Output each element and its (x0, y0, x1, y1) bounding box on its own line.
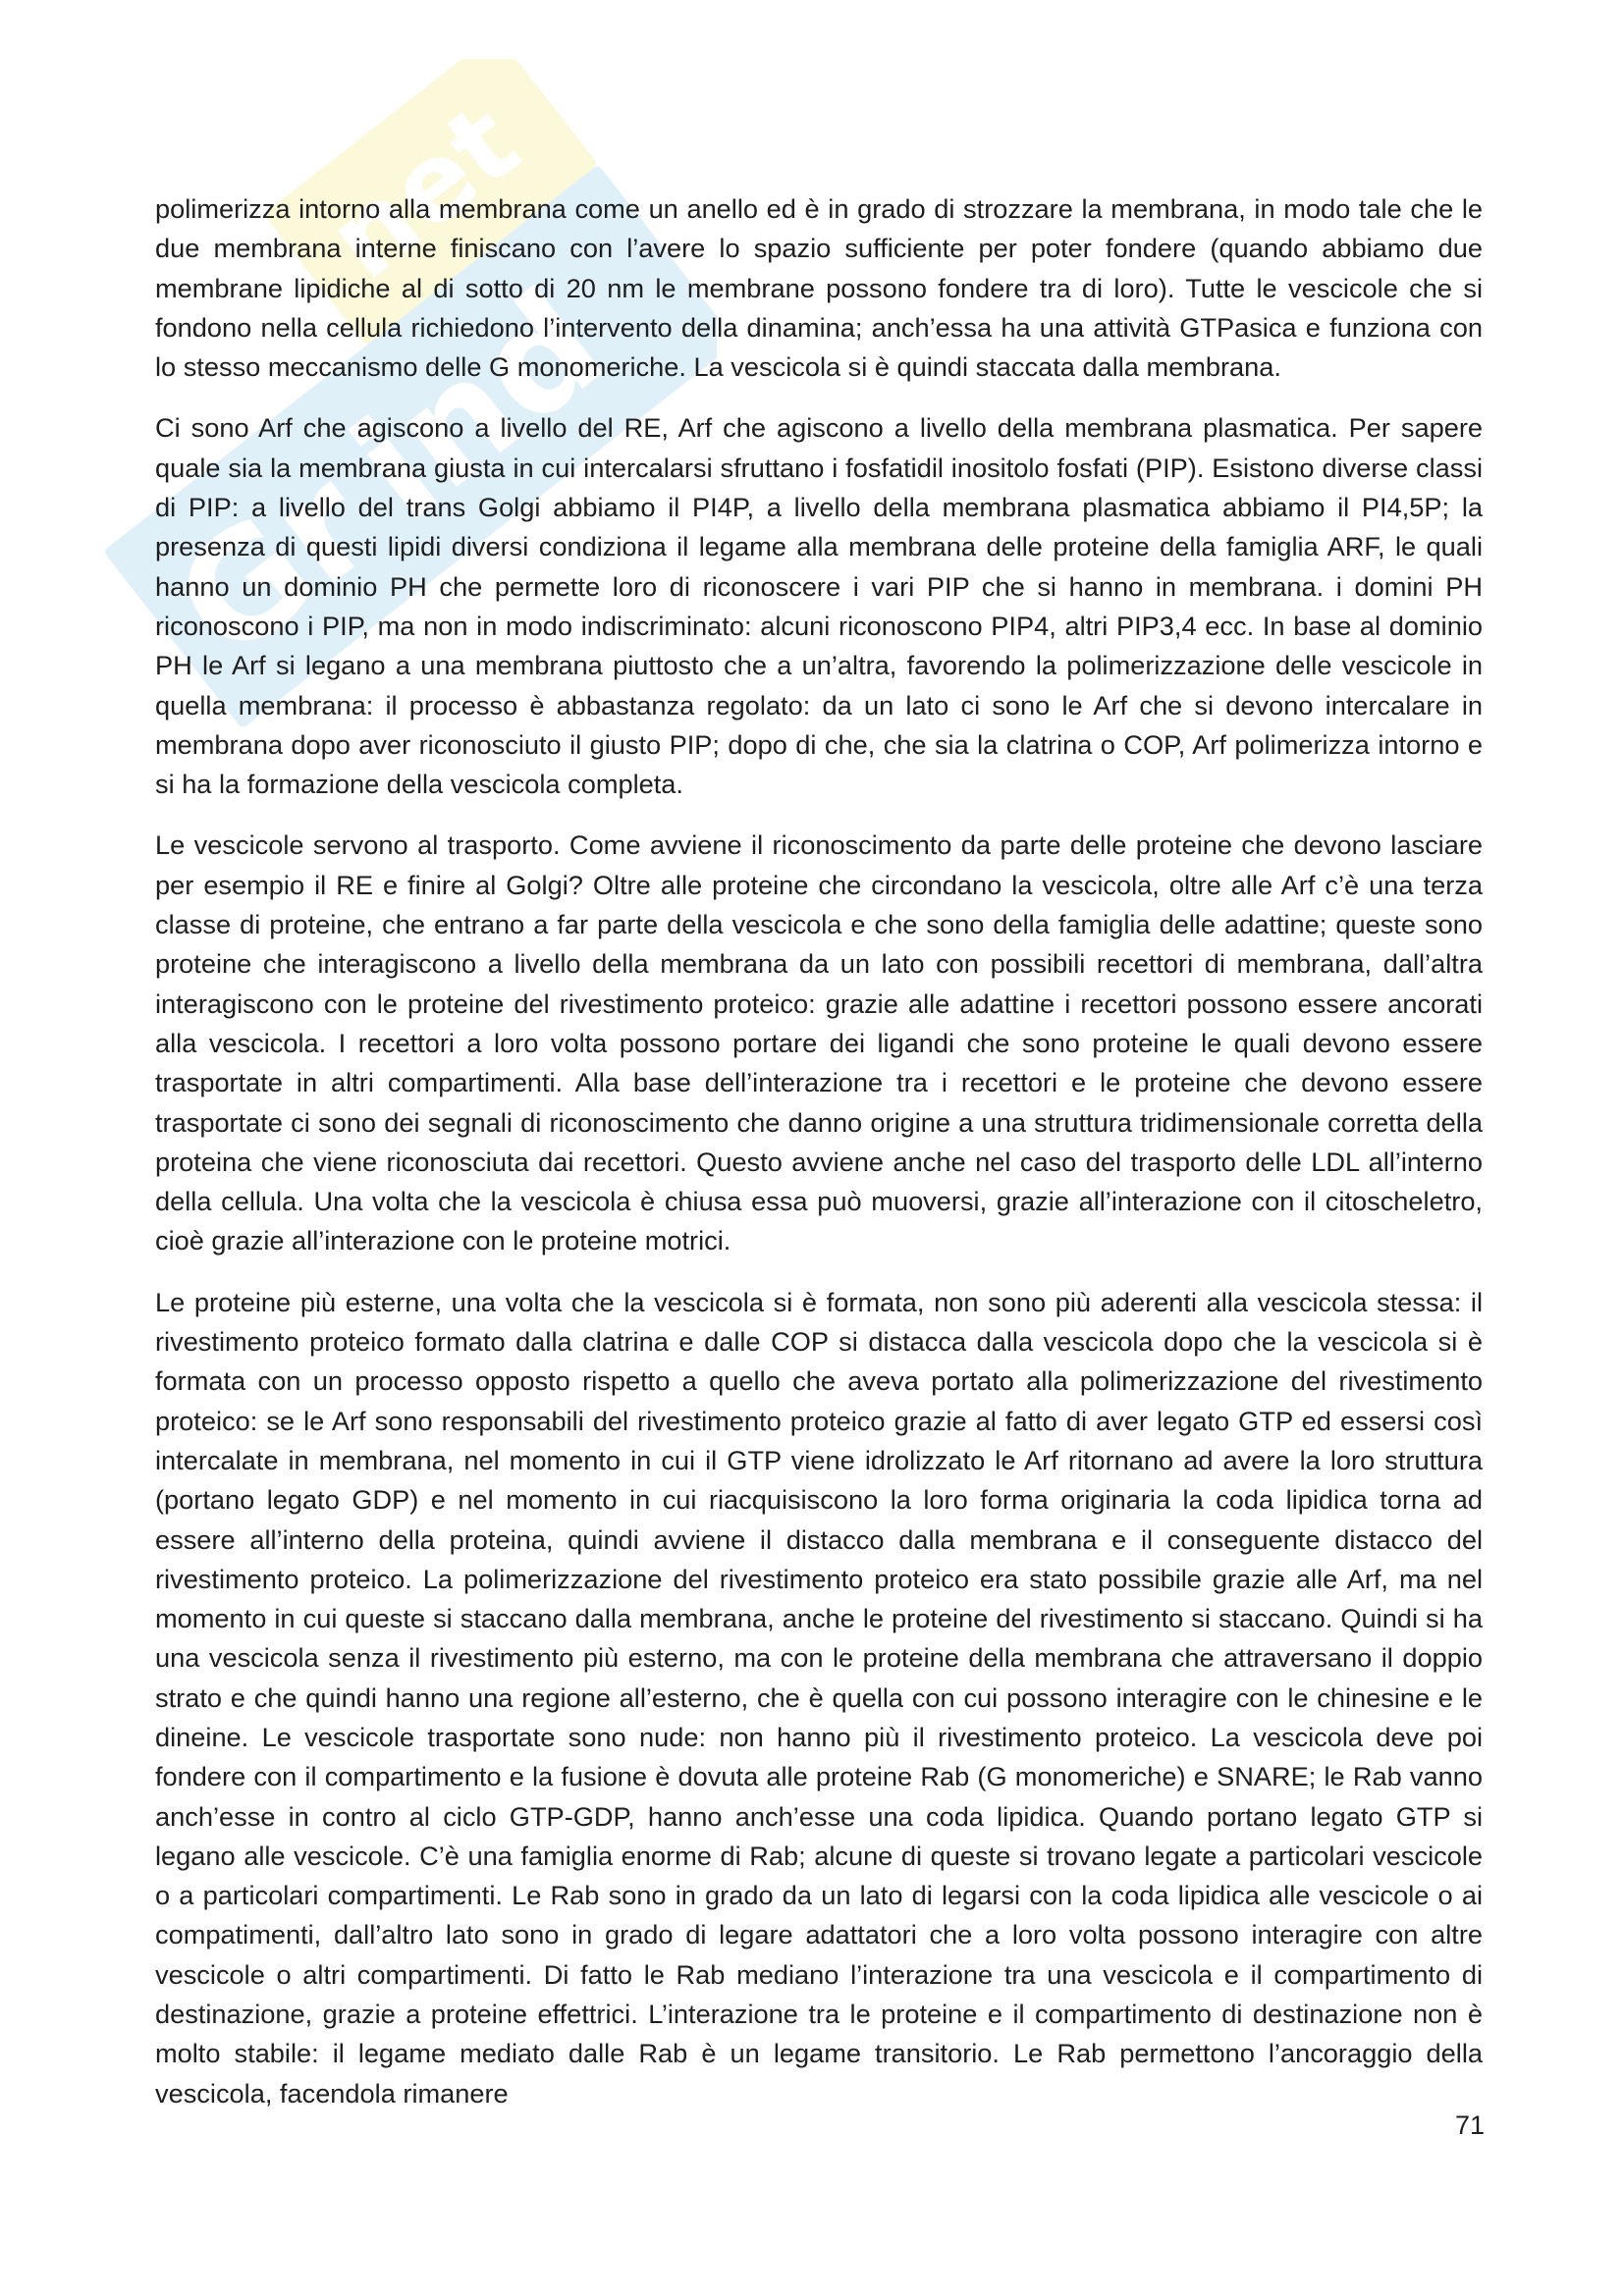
paragraph: Le proteine più esterne, una volta che la vescicola si è formata, non sono più aderenti alla vescicola stessa: il rivestimento proteico formato dalla clatrina e dalle COP si distacca dalla vescicola dopo che la vescicola si è formata con un processo opposto rispetto a quello che aveva portato alla polimerizzazione del rivestimento proteico: se le Arf sono responsabili del rivestimento proteico grazie al fatto di aver legato GTP ed essersi così intercalate in membrana, nel momento in cui il GTP viene idrolizzato le Arf ritornano ad avere la loro struttura (portano legato GDP) e nel momento in cui riacquisiscono la loro forma originaria la coda lipidica torna ad essere all’interno della proteina, quindi avviene il distacco dalla membrana e il conseguente distacco del rivestimento proteico. La polimerizzazione del rivestimento proteico era stato possibile grazie alle Arf, ma nel momento in cui queste si staccano dalla membrana, anche le proteine del rivestimento si staccano. Quindi si ha una vescicola senza il rivestimento più esterno, ma con le proteine della membrana che attraversano il doppio strato e che quindi hanno una regione all’esterno, che è quella con cui possono interagire con le chinesine e le dineine. Le vescicole trasportate sono nude: non hanno più il rivestimento proteico. La vescicola deve poi fondere con il compartimento e la fusione è dovuta alle proteine Rab (G monomeriche) e SNARE; le Rab vanno anch’esse in contro al ciclo GTP-GDP, hanno anch’esse una coda lipidica. Quando portano legato GTP si legano alle vescicole. C’è una famiglia enorme di Rab; alcune di queste si trovano legate a particolari vescicole o a particolari compartimenti. Le Rab sono in grado da un lato di legarsi con la coda lipidica alle vescicole o ai compatimenti, dall’altro lato sono in grado di legare adattatori che a loro volta possono interagire con altre vescicole o altri compartimenti. Di fatto le Rab mediano l’interazione tra una vescicola e il compartimento di destinazione, grazie a proteine effettrici. L’interazione tra le proteine e il compartimento di destinazione non è molto stabile: il legame mediato dalle Rab è un legame transitorio. Le Rab permettono l’ancoraggio della vescicola, facendola rimanere (155, 1286, 1483, 2109)
svg-text:Gr: Gr (145, 438, 404, 693)
svg-text:net: net (304, 80, 542, 303)
paragraph: Le vescicole servono al trasporto. Come avviene il riconoscimento da parte delle proteine che devono lasciare per esempio il RE e finire al Golgi? Oltre alle proteine che circondano la vescicola, oltre alle Arf c’è una terza classe di proteine, che entrano a far parte della vescicola e che sono della famiglia delle adattine; queste sono proteine che interagiscono a livello della membrana da un lato con possibili recettori di membrana, dall’altra interagiscono con le proteine del rivestimento proteico: grazie alle adattine i recettori possono essere ancorati alla vescicola. I recettori a loro volta possono portare dei ligandi che sono proteine le quali devono essere trasportate in altri compartimenti. Alla base dell’interazione tra i recettori e le proteine che devono essere trasportate ci sono dei segnali di riconoscimento che danno origine a una struttura tridimensionale corretta della proteina che viene riconosciuta dai recettori. Questo avviene anche nel caso del trasporto delle LDL all’interno della cellula. Una volta che la vescicola è chiusa essa può muoversi, grazie all’interazione con il citoscheletro, cioè grazie all’interazione con le proteine motrici. (155, 829, 1483, 1256)
paragraph: Ci sono Arf che agiscono a livello del RE, Arf che agiscono a livello della membrana plasmatica. Per sapere quale sia la membrana giusta in cui intercalarsi sfruttano i fosfatidil inositolo fosfati (PIP). Esistono diverse classi di PIP: a livello del trans Golgi abbiamo il PI4P, a livello della membrana plasmatica abbiamo il PI4,5P; la presenza di questi lipidi diversi condiziona il legame alla membrana delle proteine della famiglia ARF, le quali hanno un dominio PH che permette loro di riconoscere i vari PIP che si hanno in membrana. i domini PH riconoscono i PIP, ma non in modo indiscriminato: alcuni riconoscono PIP4, altri PIP3,4 ecc. In base al dominio PH le Arf si legano a una membrana piuttosto che a un’altra, favorendo la polimerizzazione delle vescicole in quella membrana: il processo è abbastanza regolato: da un lato ci sono le Arf che si devono intercalare in membrana dopo aver riconosciuto il giusto PIP; dopo di che, che sia la clatrina o COP, Arf polimerizza intorno e si ha la formazione della vescicola completa. (155, 412, 1483, 800)
page-number: 71 (1454, 2110, 1485, 2140)
page-body (155, 189, 1483, 2135)
svg-text:ind: ind (323, 258, 634, 554)
paragraph: polimerizza intorno alla membrana come un anello ed è in grado di strozzare la membrana, in modo tale che le due membrana interne finiscano con l’avere lo spazio sufficiente per poter fondere (quando abbiamo due membrane lipidiche al di sotto di 20 nm le membrane possono fondere tra di loro). Tutte le vescicole che si fondono nella cellula richiedono l’intervento della dinamina; anch’essa ha una attività GTPasica e funziona con lo stesso meccanismo delle G monomeriche. La vescicola si è quindi staccata dalla membrana. (155, 193, 1483, 383)
